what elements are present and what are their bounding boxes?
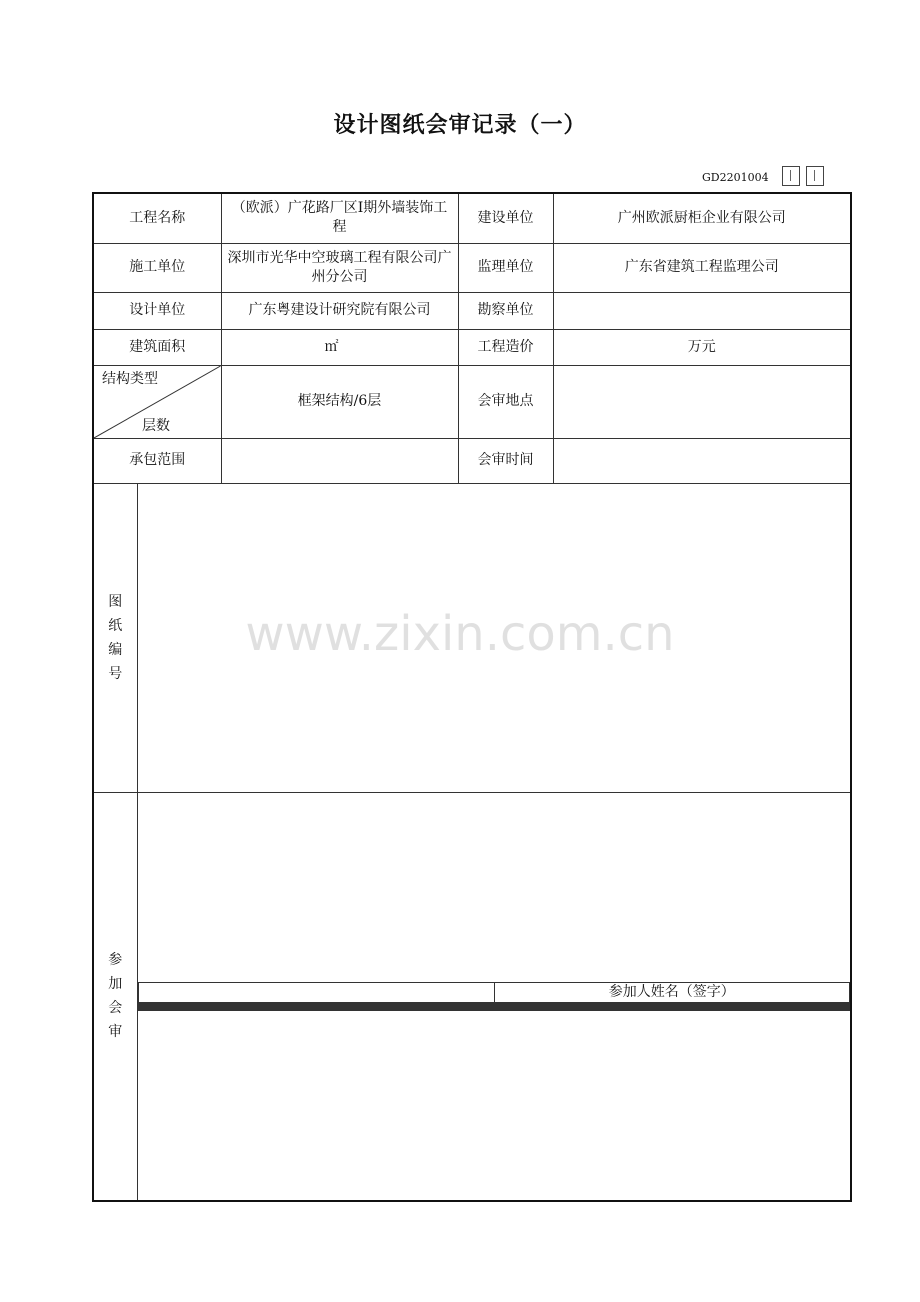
drawing-number-label: 图纸编号	[93, 483, 137, 792]
signature-header: 参加人姓名（签字）	[494, 982, 850, 1002]
scope-value	[221, 438, 458, 483]
page-box-1	[782, 166, 800, 186]
designer-value: 广东粤建设计研究院有限公司	[221, 292, 458, 329]
watermark: www.zixin.com.cn	[245, 606, 675, 662]
project-name-label: 工程名称	[93, 193, 221, 243]
structure-type-label: 结构类型	[102, 370, 158, 387]
supervisor-label: 监理单位	[458, 243, 553, 292]
supervisor-value: 广东省建筑工程监理公司	[553, 243, 851, 292]
scope-label: 承包范围	[93, 438, 221, 483]
venue-label: 会审地点	[458, 365, 553, 438]
cost-unit: 万元	[553, 329, 851, 365]
drawing-number-area	[137, 483, 851, 792]
attendees-table	[138, 982, 851, 1011]
project-name-value: （欧派）广花路厂区Ⅰ期外墙装饰工程	[221, 193, 458, 243]
owner-value: 广州欧派厨柜企业有限公司	[553, 193, 851, 243]
contractor-value: 深圳市光华中空玻璃工程有限公司广州分公司	[221, 243, 458, 292]
attendee-row	[138, 1009, 850, 1010]
contractor-label: 施工单位	[93, 243, 221, 292]
owner-label: 建设单位	[458, 193, 553, 243]
structure-floors-header	[93, 365, 221, 438]
area-unit: ㎡	[221, 329, 458, 365]
review-record-table	[92, 192, 852, 1202]
form-code: GD2201004	[702, 171, 769, 184]
attendees-area	[137, 792, 851, 1201]
survey-value	[553, 292, 851, 329]
cost-label: 工程造价	[458, 329, 553, 365]
floors-label: 层数	[142, 417, 170, 434]
designer-label: 设计单位	[93, 292, 221, 329]
attendee-unit-header	[138, 982, 494, 1002]
structure-value: 框架结构/6层	[221, 365, 458, 438]
time-label: 会审时间	[458, 438, 553, 483]
survey-label: 勘察单位	[458, 292, 553, 329]
attendees-label: 参加会审	[93, 792, 137, 1201]
page-box-2	[806, 166, 824, 186]
area-label: 建筑面积	[93, 329, 221, 365]
page-title: 设计图纸会审记录（一）	[333, 113, 587, 138]
time-value	[553, 438, 851, 483]
venue-value	[553, 365, 851, 438]
